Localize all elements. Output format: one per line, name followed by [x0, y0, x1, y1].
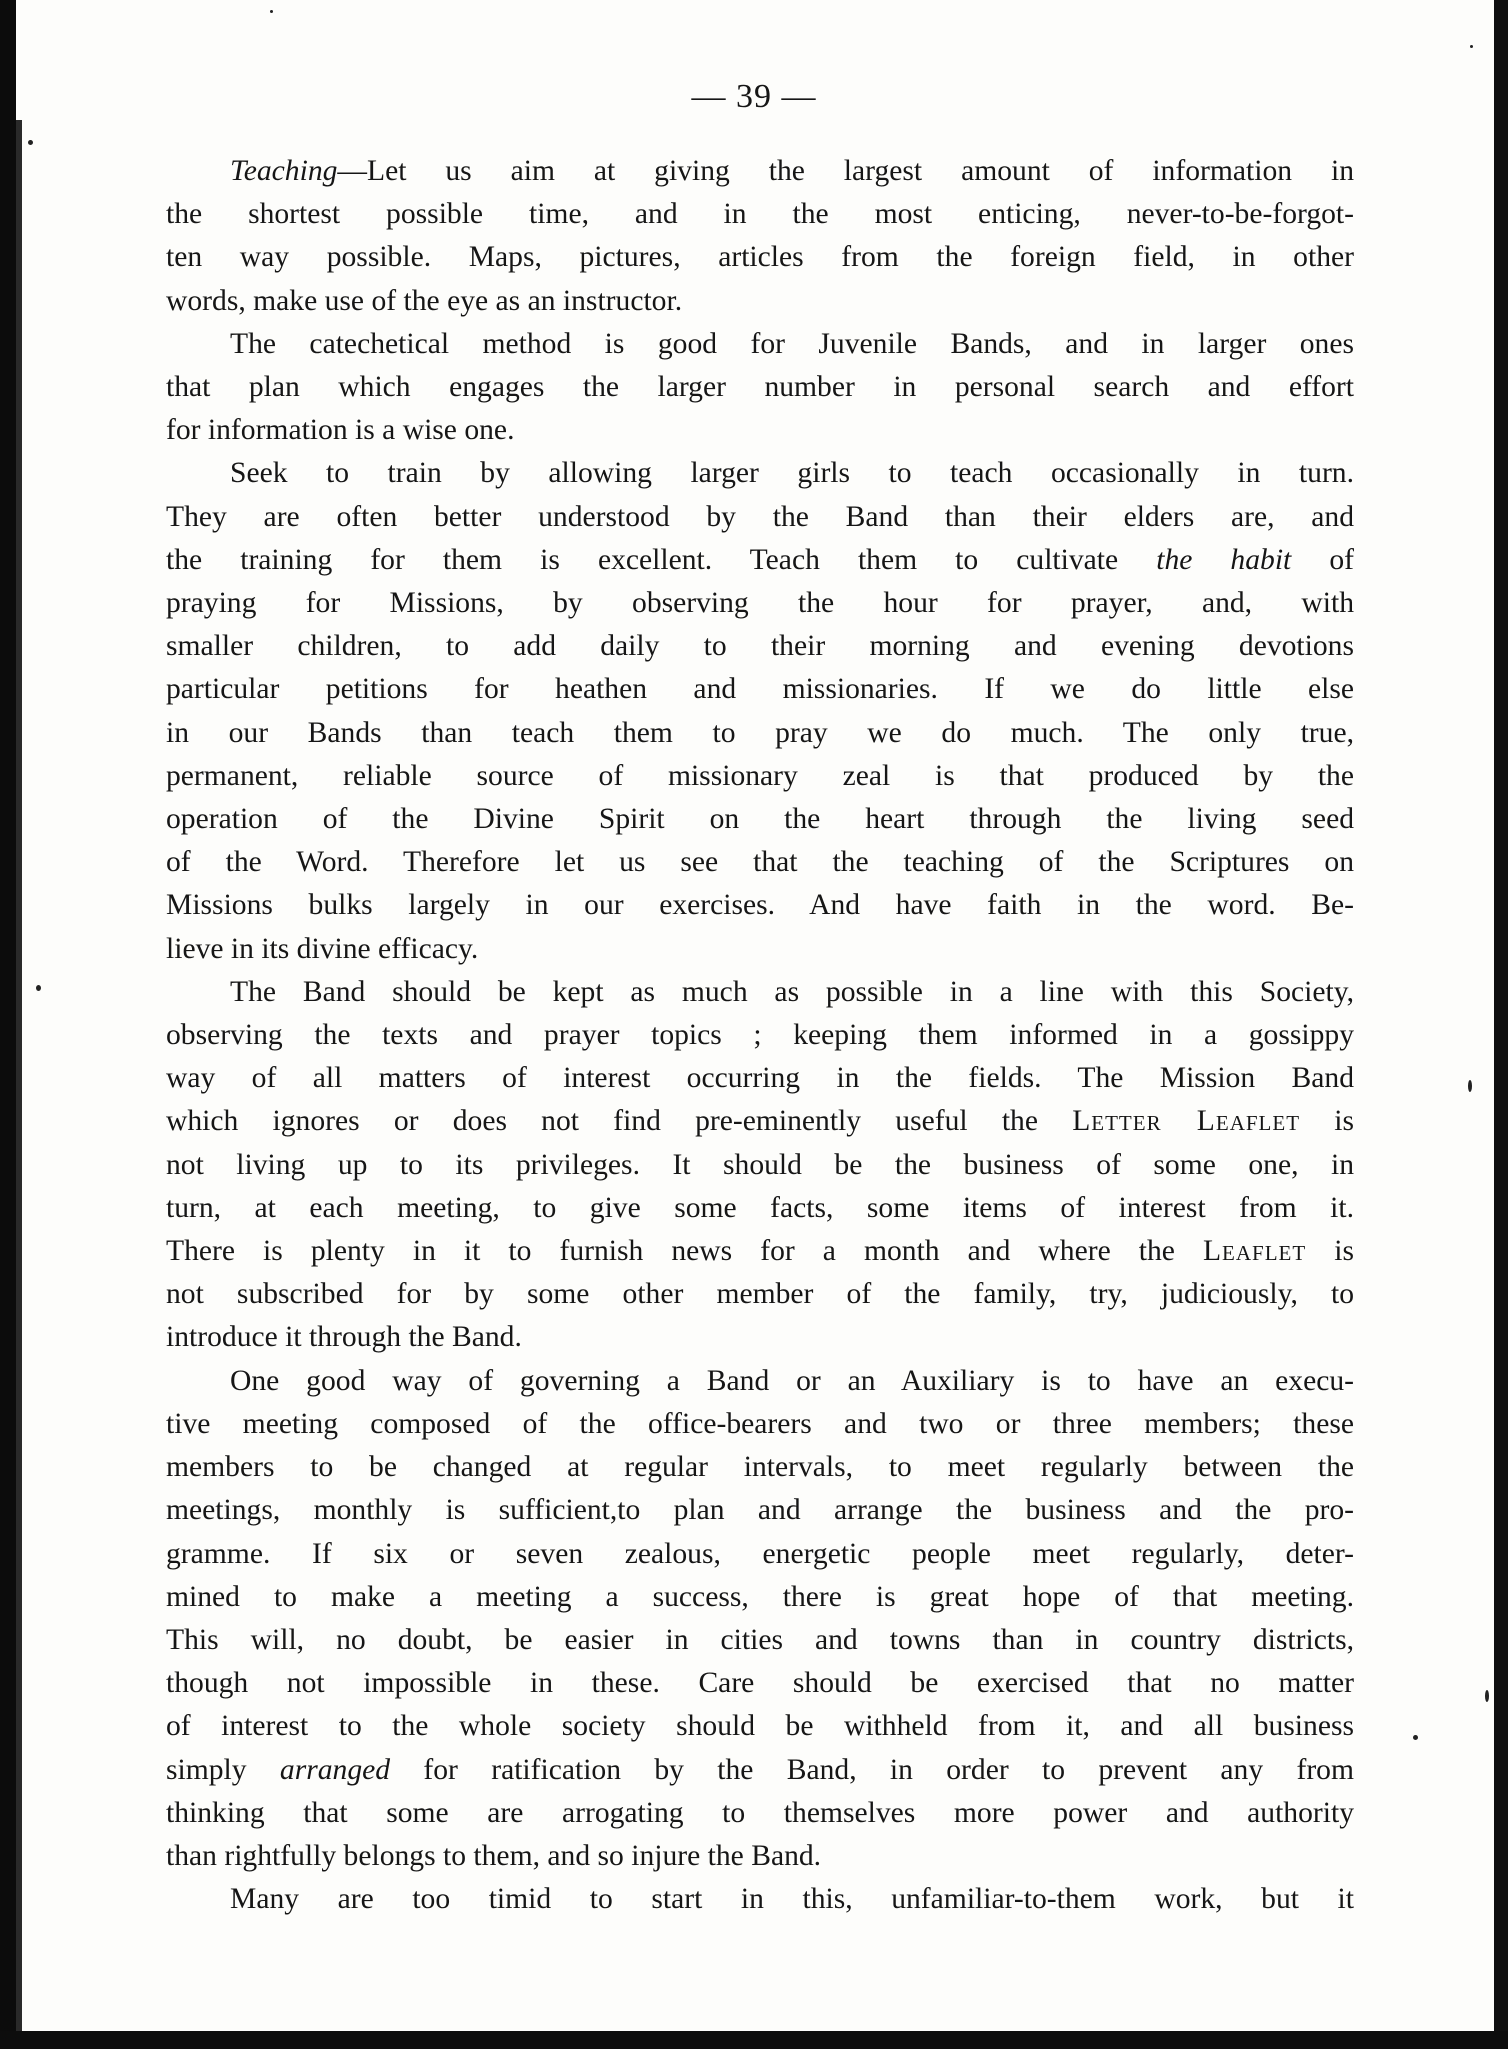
text-line	[166, 668, 1354, 711]
text-segment: introduce it through the Band.	[166, 1321, 522, 1354]
text-segment: —Let us aim at giving the largest amount of information in	[337, 155, 1354, 187]
text-segment: of	[1291, 543, 1354, 576]
text-segment: Teaching	[230, 155, 338, 187]
paragraph	[166, 1360, 1354, 1878]
paragraph	[166, 150, 1354, 323]
text-line	[166, 366, 1354, 409]
text-segment: ten way possible. Maps, pictures, articles from the foreign field, in other	[166, 241, 1354, 274]
text-line	[166, 582, 1354, 625]
scan-edge-right	[1494, 0, 1508, 2049]
text-line	[166, 1576, 1354, 1619]
text-segment: not living up to its privileges. It should be the business of some one, in	[166, 1148, 1354, 1181]
text-segment: is	[1306, 1235, 1354, 1268]
text-segment: the shortest possible time, and in the most enticing, never-to-be-forgot-	[166, 198, 1354, 231]
text-line	[166, 884, 1354, 927]
text-segment: Missions bulks largely in our exercises. And have faith in the word. Be-	[166, 889, 1354, 922]
text-segment: Leaflet	[1202, 1235, 1307, 1268]
text-segment: turn, at each meeting, to give some facts, some items of interest from it.	[166, 1191, 1354, 1224]
text-segment: mined to make a meeting a success, there is great hope of that meeting.	[166, 1580, 1354, 1613]
text-segment: The Band should be kept as much as possible in a line with this Society,	[230, 975, 1354, 1008]
scan-speck	[1468, 1080, 1472, 1092]
scan-edge-left	[0, 0, 16, 2049]
text-segment: thinking that some are arrogating to themselves more power and authority	[166, 1796, 1354, 1829]
text-segment: the training for them is excellent. Teach them to cultivate	[166, 543, 1157, 576]
text-segment: tive meeting composed of the office-bearers and two or three members; these	[166, 1407, 1354, 1440]
text-line	[166, 1144, 1354, 1187]
text-line	[166, 1100, 1354, 1143]
text-segment: lieve in its divine efficacy.	[166, 932, 479, 965]
scan-speck	[28, 140, 33, 145]
text-line	[166, 755, 1354, 798]
text-segment: for ratification by the Band, in order to prevent any from	[390, 1753, 1354, 1786]
text-segment: Letter Leaflet	[1072, 1105, 1301, 1138]
text-line	[166, 625, 1354, 668]
text-segment: There is plenty in it to furnish news for a month and where the	[166, 1235, 1203, 1268]
text-line	[166, 841, 1354, 884]
text-segment: This will, no doubt, be easier in cities and towns than in country districts,	[166, 1623, 1354, 1656]
text-segment: though not impossible in these. Care should be exercised that no matter	[166, 1667, 1354, 1700]
text-line	[166, 1878, 1354, 1921]
scan-speck	[270, 10, 273, 13]
text-segment: They are often better understood by the Band than their elders are, and	[166, 500, 1354, 533]
text-line	[166, 496, 1354, 539]
text-line	[166, 1403, 1354, 1446]
text-line	[166, 971, 1354, 1014]
text-line	[166, 236, 1354, 279]
text-segment: meetings, monthly is sufficient,to plan and arrange the business and the pro-	[166, 1494, 1354, 1527]
text-segment: of the Word. Therefore let us see that the teaching of the Scriptures on	[166, 846, 1354, 879]
paragraph	[166, 452, 1354, 970]
paragraph	[166, 971, 1354, 1360]
text-segment: permanent, reliable source of missionary zeal is that produced by the	[166, 759, 1354, 792]
text-segment: members to be changed at regular intervals, to meet regularly between the	[166, 1451, 1354, 1484]
text-line	[166, 1662, 1354, 1705]
text-line	[166, 712, 1354, 755]
text-segment: praying for Missions, by observing the hour for prayer, and, with	[166, 587, 1354, 620]
text-line	[166, 193, 1354, 236]
text-segment: simply	[166, 1753, 280, 1786]
text-segment: arranged	[279, 1753, 391, 1786]
scan-edge-bottom	[0, 2031, 1508, 2049]
text-line	[166, 1705, 1354, 1748]
text-line	[166, 1792, 1354, 1835]
scan-edge-left-shadow	[16, 120, 22, 2040]
text-segment: words, make use of the eye as an instructor.	[166, 284, 683, 317]
text-segment: One good way of governing a Band or an Auxiliary is to have an execu-	[230, 1364, 1354, 1397]
page-number: — 39 —	[691, 78, 817, 115]
text-line	[166, 150, 1354, 193]
text-line	[166, 323, 1354, 366]
text-segment: way of all matters of interest occurring in the fields. The Mission Band	[166, 1062, 1354, 1095]
text-line	[166, 1619, 1354, 1662]
text-segment: particular petitions for heathen and missionaries. If we do little else	[166, 673, 1354, 706]
paragraph	[166, 323, 1354, 453]
scan-speck	[36, 985, 41, 991]
scan-speck	[1485, 1690, 1489, 1702]
text-segment: the habit	[1156, 543, 1292, 576]
text-segment: operation of the Divine Spirit on the heart through the living seed	[166, 803, 1354, 836]
text-line	[166, 1360, 1354, 1403]
text-segment: for information is a wise one.	[166, 414, 515, 447]
text-line	[166, 1835, 1354, 1878]
text-segment: that plan which engages the larger number in personal search and effort	[166, 371, 1354, 404]
text-line	[166, 1533, 1354, 1576]
text-segment: Many are too timid to start in this, unfamiliar-to-them work, but it	[230, 1883, 1354, 1916]
scan-speck	[1470, 45, 1473, 48]
text-segment: observing the texts and prayer topics ; keeping them informed in a gossippy	[166, 1019, 1354, 1052]
text-segment: which ignores or does not find pre-eminently useful the	[166, 1105, 1073, 1138]
paragraph	[166, 1878, 1354, 1921]
text-segment: in our Bands than teach them to pray we do much. The only true,	[166, 716, 1354, 749]
text-segment: Seek to train by allowing larger girls to teach occasionally in turn.	[230, 457, 1354, 490]
text-line	[166, 1230, 1354, 1273]
body-text	[166, 150, 1354, 1921]
text-line	[166, 1273, 1354, 1316]
text-line	[166, 798, 1354, 841]
text-line	[166, 280, 1354, 323]
text-line	[166, 452, 1354, 495]
text-segment: of interest to the whole society should be withheld from it, and all business	[166, 1710, 1354, 1743]
text-line	[166, 409, 1354, 452]
text-line	[166, 1446, 1354, 1489]
text-line	[166, 1489, 1354, 1532]
text-segment: The catechetical method is good for Juvenile Bands, and in larger ones	[230, 327, 1354, 360]
text-line	[166, 1749, 1354, 1792]
text-line	[166, 1316, 1354, 1359]
text-segment: gramme. If six or seven zealous, energetic people meet regularly, deter-	[166, 1537, 1354, 1570]
text-line	[166, 1014, 1354, 1057]
text-segment: not subscribed for by some other member of the family, try, judiciously, to	[166, 1278, 1354, 1311]
text-line	[166, 1057, 1354, 1100]
scan-speck	[1413, 1735, 1418, 1740]
text-segment: than rightfully belongs to them, and so injure the Band.	[166, 1839, 822, 1872]
text-line	[166, 539, 1354, 582]
text-line	[166, 928, 1354, 971]
text-line	[166, 1187, 1354, 1230]
text-segment: smaller children, to add daily to their morning and evening devotions	[166, 630, 1354, 663]
text-segment: is	[1300, 1105, 1354, 1138]
